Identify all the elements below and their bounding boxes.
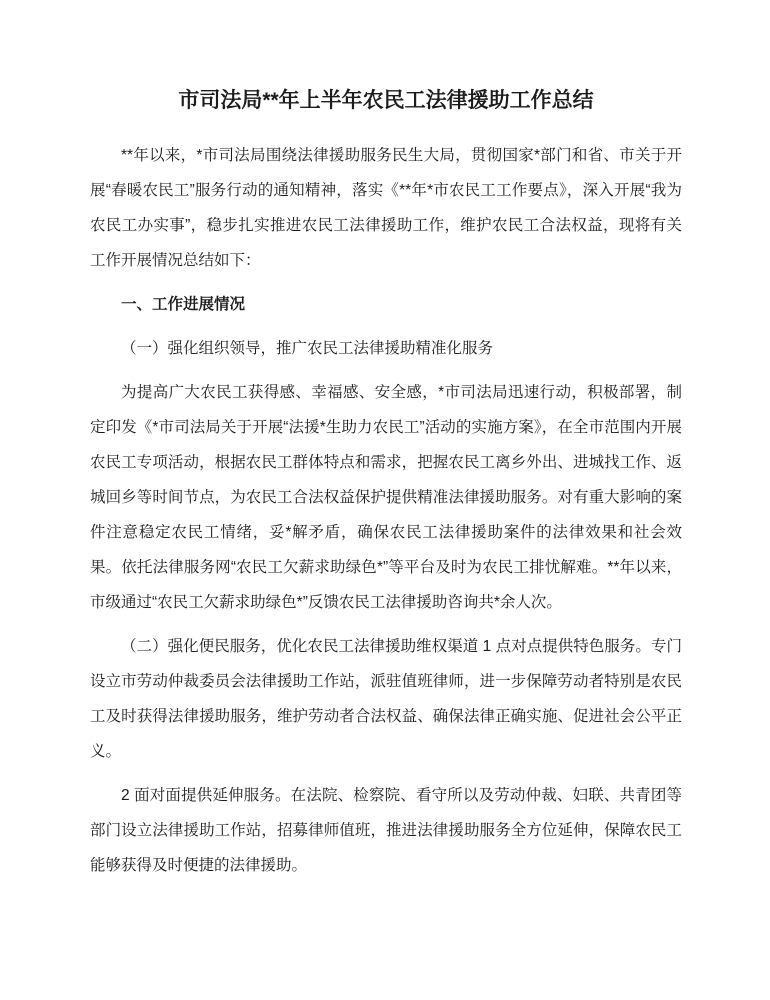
subsection-heading-1: （一）强化组织领导，推广农民工法律援助精准化服务 bbox=[121, 340, 494, 357]
body-paragraph-3: 2 面对面提供延伸服务。在法院、检察院、看守所以及劳动仲裁、妇联、共青团等部门设立法律援助工作站，招募律师值班，推进法律援助服务全方位延伸，保障农民工能够获得及时便捷的法律援助。 bbox=[90, 787, 682, 874]
body-paragraph-1: 为提高广大农民工获得感、幸福感、安全感，*市司法局迅速行动，积极部署，制定印发《*市司法局关于开展“法援*生助力农民工”活动的实施方案》，在全市范围内开展农民工专项活动，根据农民工群体特点和需求，把握农民工离乡外出、进城找工作、返城回乡等时间节点，为农民工合法权益保护提供精准法律援助服务。对有重大影响的案件注意稳定农民工情绪，妥*解矛盾，确保农民工法律援助案件的法律效果和社会效果。依托法律服务网“农民工欠薪求助绿色*”等平台及时为农民工排忧解难。**年以来，市级通过“农民工欠薪求助绿色*”反馈农民工法律援助咨询共*余人次。 bbox=[90, 384, 682, 611]
intro-paragraph: **年以来，*市司法局围绕法律援助服务民生大局，贯彻国家*部门和省、市关于开展“春暖农民工”服务行动的通知精神，落实《**年*市农民工工作要点》，深入开展“我为农民工办实事”，稳步扎实推进农民工法律援助工作，维护农民工合法权益，现将有关工作开展情况总结如下： bbox=[90, 147, 682, 269]
section-heading-1: 一、工作进展情况 bbox=[121, 296, 246, 313]
document-title: 市司法局**年上半年农民工法律援助工作总结 bbox=[178, 89, 594, 112]
body-paragraph-2: （二）强化便民服务，优化农民工法律援助维权渠道 1 点对点提供特色服务。专门设立市劳动仲裁委员会法律援助工作站，派驻值班律师，进一步保障劳动者特别是农民工及时获得法律援助服务，维护劳动者合法权益、确保法律正确实施、促进社会公平正义。 bbox=[90, 638, 682, 760]
